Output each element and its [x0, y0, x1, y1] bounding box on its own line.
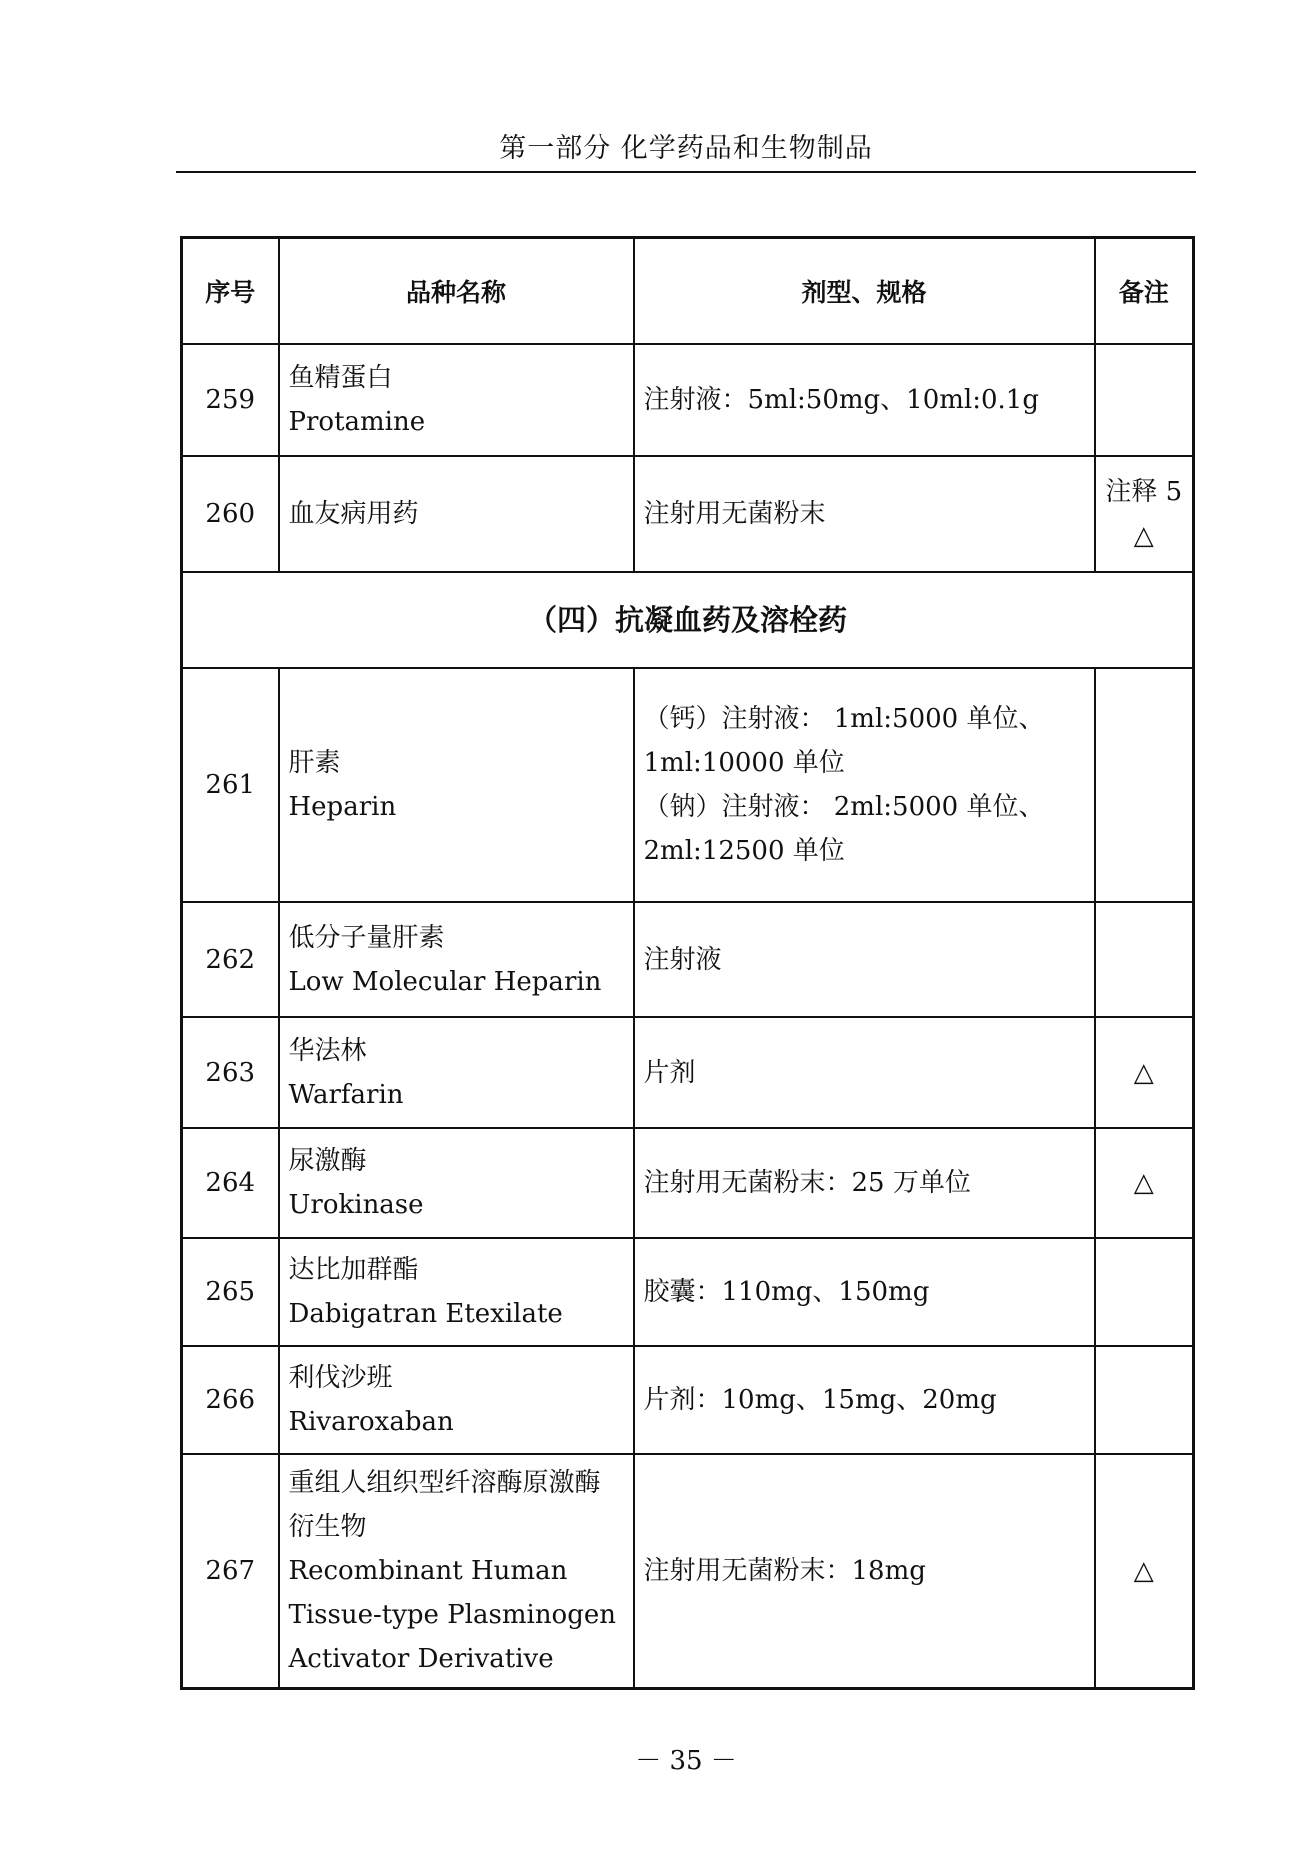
drug-name-cn: 尿激酶 [288, 1146, 367, 1176]
spec-line: 片剂 [643, 1057, 696, 1088]
spec-line: 注射液 [643, 944, 722, 975]
note-cell [1095, 1238, 1194, 1346]
spec-line: 片剂：10mg、15mg、20mg [643, 1385, 997, 1415]
triangle-mark: △ [1133, 521, 1154, 551]
column-header-no: 序号 [182, 238, 279, 345]
spec-cell [634, 668, 1095, 902]
drug-name-cn: 肝素 [288, 748, 341, 778]
drug-name-cell [279, 1346, 634, 1454]
spec-cell [634, 1238, 1095, 1346]
row-number: 265 [182, 1238, 279, 1346]
spec-line: （钠）注射液： 2ml:5000 单位、 [643, 792, 1045, 822]
row-number: 262 [182, 902, 279, 1017]
spec-line: （钙）注射液： 1ml:5000 单位、 [643, 704, 1045, 734]
drug-name-cell [279, 668, 634, 902]
column-header-spec: 剂型、规格 [634, 238, 1095, 345]
page-number: － 35 － [635, 1746, 737, 1776]
drug-name-en: Dabigatran Etexilate [288, 1299, 563, 1329]
drug-name-cn: 血友病用药 [288, 499, 419, 529]
spec-line: 胶囊：110mg、150mg [643, 1277, 930, 1307]
row-number: 259 [182, 344, 279, 456]
header-rule [176, 171, 1196, 173]
row-number: 263 [182, 1017, 279, 1128]
triangle-mark: △ [1133, 1555, 1154, 1586]
drug-name-cell [279, 1238, 634, 1346]
table-row [182, 456, 1194, 572]
drug-name-cell [279, 456, 634, 572]
spec-cell [634, 344, 1095, 456]
note-cell [1095, 668, 1194, 902]
row-number: 267 [182, 1454, 279, 1688]
note-cell [1095, 1128, 1194, 1238]
spec-cell [634, 1346, 1095, 1454]
row-number: 261 [182, 668, 279, 902]
drug-name-en: Rivaroxaban [288, 1407, 454, 1437]
drug-name-cn: 重组人组织型纤溶酶原激酶衍生物 [288, 1467, 601, 1542]
table-row [182, 902, 1194, 1017]
spec-cell [634, 1128, 1095, 1238]
section-row [182, 572, 1194, 668]
spec-cell [634, 902, 1095, 1017]
drug-name-cn: 华法林 [288, 1035, 367, 1066]
row-number: 264 [182, 1128, 279, 1238]
table-row [182, 344, 1194, 456]
note-cell [1095, 902, 1194, 1017]
spec-cell [634, 1017, 1095, 1128]
table-row [182, 1128, 1194, 1238]
table-header-row [182, 238, 1194, 345]
table-row [182, 1346, 1194, 1454]
drug-name-cell [279, 1454, 634, 1688]
drug-name-cn: 利伐沙班 [288, 1363, 393, 1393]
spec-line: 注射用无菌粉末：25 万单位 [643, 1168, 971, 1198]
column-header-name: 品种名称 [279, 238, 634, 345]
spec-line: 注射用无菌粉末：18mg [643, 1555, 926, 1586]
spec-line: 1ml:10000 单位 [643, 748, 845, 778]
row-number: 266 [182, 1346, 279, 1454]
drug-name-en: Low Molecular Heparin [288, 966, 602, 997]
row-number: 260 [182, 456, 279, 572]
note-cell [1095, 344, 1194, 456]
triangle-mark: △ [1133, 1168, 1154, 1198]
note-cell [1095, 1017, 1194, 1128]
drug-name-en: Recombinant Human Tissue-type Plasminogen Activator Derivative [288, 1555, 616, 1674]
page-header: 第一部分 化学药品和生物制品 [499, 133, 873, 164]
spec-line: 注射用无菌粉末 [643, 499, 826, 529]
drug-name-en: Urokinase [288, 1190, 424, 1220]
spec-line: 注射液：5ml:50mg、10ml:0.1g [643, 385, 1039, 415]
note-cell [1095, 1346, 1194, 1454]
drug-name-cell [279, 1017, 634, 1128]
drug-name-cn: 鱼精蛋白 [288, 363, 393, 393]
note-text: 注释 5 [1105, 477, 1183, 507]
column-header-note: 备注 [1095, 238, 1194, 345]
table-row [182, 1238, 1194, 1346]
table-row [182, 1454, 1194, 1688]
drug-name-cell [279, 344, 634, 456]
table-row [182, 668, 1194, 902]
drug-table [180, 236, 1195, 1690]
triangle-mark: △ [1133, 1057, 1154, 1088]
drug-name-cn: 低分子量肝素 [288, 922, 445, 953]
table-row [182, 1017, 1194, 1128]
note-cell [1095, 1454, 1194, 1688]
spec-line: 2ml:12500 单位 [643, 836, 845, 866]
note-cell [1095, 456, 1194, 572]
drug-name-en: Warfarin [288, 1079, 404, 1110]
spec-cell [634, 1454, 1095, 1688]
drug-name-en: Protamine [288, 407, 426, 437]
drug-name-en: Heparin [288, 792, 397, 822]
section-title: （四）抗凝血药及溶栓药 [182, 572, 1194, 668]
drug-name-cell [279, 1128, 634, 1238]
drug-name-cn: 达比加群酯 [288, 1255, 419, 1285]
drug-name-cell [279, 902, 634, 1017]
spec-cell [634, 456, 1095, 572]
